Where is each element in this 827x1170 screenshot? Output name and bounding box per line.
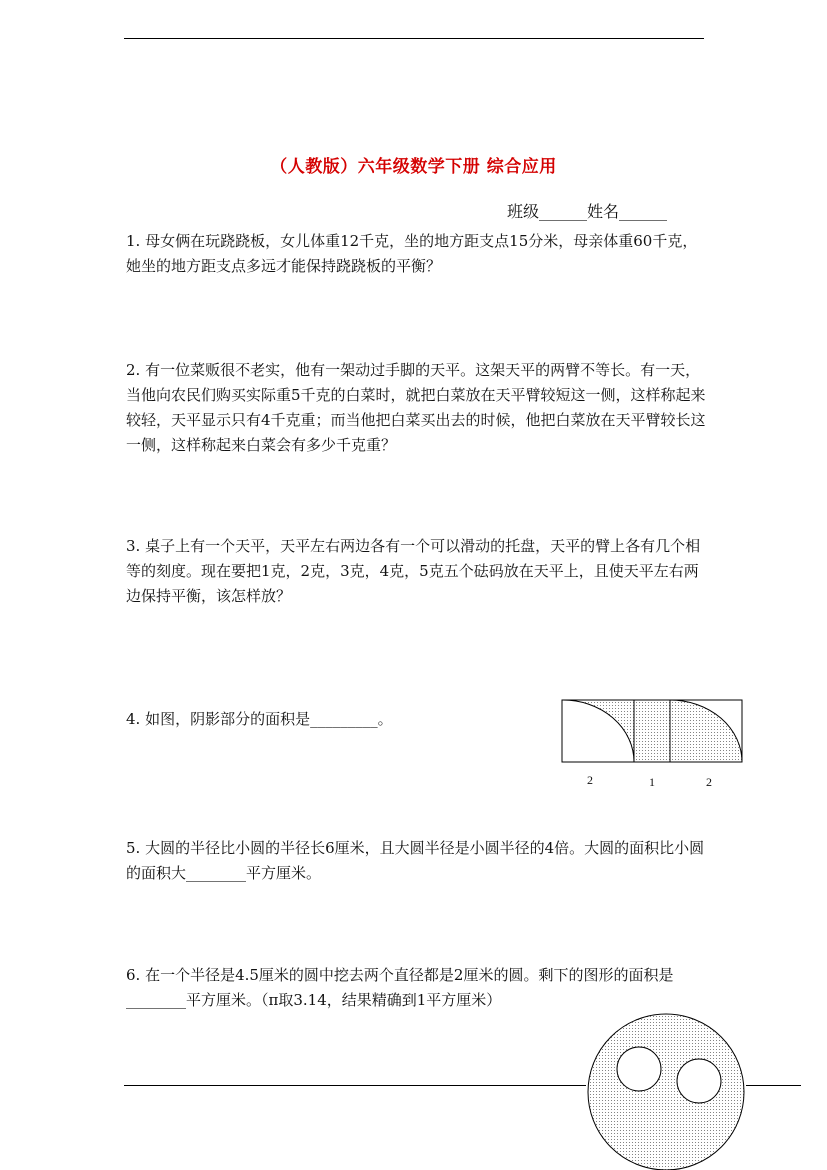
question-6-figure: [586, 1012, 748, 1170]
question-3: 3. 桌子上有一个天平，天平左右两边各有一个可以滑动的托盘，天平的臂上各有几个相等的刻度。现在要把1克，2克，3克，4克，5克五个砝码放在天平上，且使天平左右两边保持平衡，该怎样放？: [126, 537, 701, 605]
page-title: （人教版）六年级数学下册 综合应用: [270, 157, 557, 177]
question-4: 4. 如图，阴影部分的面积是_________。: [126, 710, 393, 728]
question-4-figure: [560, 698, 745, 766]
footer-rule-left: [124, 1085, 586, 1086]
figure-label-left: 2: [587, 773, 593, 787]
figure-label-right: 2: [706, 775, 712, 789]
class-name-line: 班级______姓名______: [507, 202, 668, 221]
footer-rule-right: [746, 1085, 801, 1086]
header-rule: [124, 38, 704, 39]
figure-label-middle: 1: [649, 775, 655, 789]
question-1: 1. 母女俩在玩跷跷板，女儿体重12千克，坐的地方距支点15分米，母亲体重60千克，她坐的地方距支点多远才能保持跷跷板的平衡？: [126, 232, 698, 275]
question-5: 5. 大圆的半径比小圆的半径长6厘米，且大圆半径是小圆半径的4倍。大圆的面积比小圆的面积大________平方厘米。: [126, 839, 705, 882]
question-2: 2. 有一位菜贩很不老实，他有一架动过手脚的天平。这架天平的两臂不等长。有一天，当他向农民们购买实际重5千克的白菜时，就把白菜放在天平臂较短这一侧，这样称起来较轻，天平显示只有4千克重；而当他把白菜买出去的时候，他把白菜放在天平臂较长这一侧，这样称起来白菜会有多少千克重？: [126, 361, 706, 454]
question-6: 6. 在一个半径是4.5厘米的圆中挖去两个直径都是2厘米的圆。剩下的图形的面积是________平方厘米。（π取3.14，结果精确到1平方厘米）: [126, 966, 674, 1009]
